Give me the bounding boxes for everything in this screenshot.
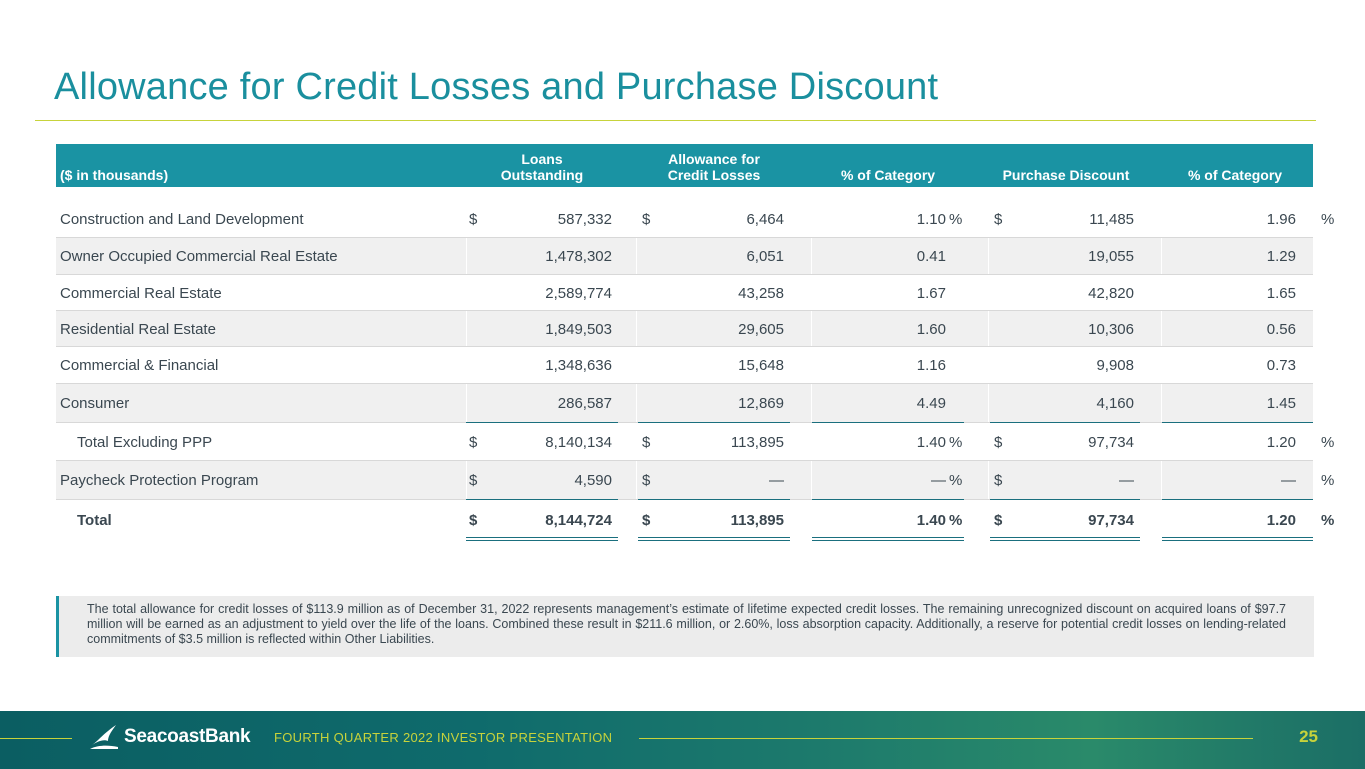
total-double-underline xyxy=(1162,537,1313,541)
header-loans-line2: Outstanding xyxy=(500,167,584,183)
ppp-underline xyxy=(1162,499,1313,500)
allowance-value: 15,648 xyxy=(738,357,784,374)
subtotal-underline xyxy=(990,422,1140,423)
column-separator xyxy=(636,461,637,500)
column-separator xyxy=(1161,275,1162,311)
loans-outstanding: 8,140,134 xyxy=(545,433,612,451)
allowance-value: 43,258 xyxy=(738,284,784,302)
table-row xyxy=(56,347,1313,384)
column-separator xyxy=(466,500,467,540)
row-label: Owner Occupied Commercial Real Estate xyxy=(60,248,338,265)
footer-bar xyxy=(0,711,1365,769)
header-loans xyxy=(468,151,616,183)
column-separator xyxy=(1161,200,1162,238)
currency-symbol: $ xyxy=(469,472,478,489)
column-separator xyxy=(636,275,637,311)
loans-outstanding: 2,589,774 xyxy=(545,284,612,302)
table-row xyxy=(56,275,1313,311)
pct-category-2: 1.65 xyxy=(1266,284,1296,302)
column-separator xyxy=(466,384,467,423)
column-separator xyxy=(811,461,812,500)
currency-symbol: $ xyxy=(469,433,478,451)
currency-symbol: $ xyxy=(994,511,1003,529)
table-row xyxy=(56,423,1335,461)
ppp-underline xyxy=(638,499,790,500)
pct-category-1: — xyxy=(931,472,946,489)
subtotal-underline xyxy=(812,422,964,423)
loans-outstanding: 4,590 xyxy=(574,472,612,489)
row-label: Commercial Real Estate xyxy=(60,284,222,302)
total-double-underline xyxy=(990,537,1140,541)
loans-outstanding: 286,587 xyxy=(557,395,612,412)
column-separator xyxy=(811,275,812,311)
currency-symbol: $ xyxy=(642,433,651,451)
loans-outstanding: 8,144,724 xyxy=(545,511,612,529)
table-row xyxy=(56,384,1313,423)
column-separator xyxy=(988,311,989,347)
ppp-underline xyxy=(812,499,964,500)
total-double-underline xyxy=(638,537,790,541)
column-separator xyxy=(988,200,989,238)
table-row xyxy=(56,500,1335,540)
column-separator xyxy=(636,238,637,275)
allowance-value: 6,051 xyxy=(746,248,784,265)
allowance-value: 29,605 xyxy=(738,320,784,338)
column-separator xyxy=(988,275,989,311)
column-separator xyxy=(1161,461,1162,500)
subtotal-underline xyxy=(466,422,618,423)
column-separator xyxy=(811,238,812,275)
column-separator xyxy=(466,238,467,275)
loans-outstanding: 1,478,302 xyxy=(545,248,612,265)
pct-category-2: 1.45 xyxy=(1266,395,1296,412)
column-separator xyxy=(988,347,989,384)
column-separator xyxy=(636,500,637,540)
pct-category-1: 1.16 xyxy=(916,357,946,374)
percent-symbol: % xyxy=(949,210,963,228)
ppp-underline xyxy=(466,499,618,500)
column-separator xyxy=(811,384,812,423)
percent-symbol: % xyxy=(1321,210,1335,228)
purchase-discount-value: 97,734 xyxy=(1088,511,1134,529)
table-row xyxy=(56,311,1313,347)
pct-category-2: 1.20 xyxy=(1266,511,1296,529)
percent-symbol: % xyxy=(949,511,963,529)
pct-category-1: 1.60 xyxy=(916,320,946,338)
column-separator xyxy=(466,200,467,238)
header-allowance-line2: Credit Losses xyxy=(667,167,761,183)
column-separator xyxy=(466,423,467,461)
percent-symbol: % xyxy=(1321,472,1335,489)
row-label: Total Excluding PPP xyxy=(77,433,213,451)
table-row xyxy=(56,200,1335,238)
pct-category-1: 1.10 xyxy=(916,210,946,228)
page-title: Allowance for Credit Losses and Purchase Discount xyxy=(54,66,939,108)
footer-rule-left xyxy=(0,738,72,739)
column-separator xyxy=(636,423,637,461)
pct-category-2: 1.20 xyxy=(1266,433,1296,451)
allowance-value: 12,869 xyxy=(738,395,784,412)
currency-symbol: $ xyxy=(994,472,1003,489)
page-number: 25 xyxy=(1299,727,1318,746)
row-label: Total xyxy=(77,511,112,529)
row-label: Residential Real Estate xyxy=(60,320,216,338)
percent-symbol: % xyxy=(949,472,963,489)
column-separator xyxy=(811,423,812,461)
column-separator xyxy=(466,347,467,384)
column-separator xyxy=(1161,500,1162,540)
purchase-discount-value: 97,734 xyxy=(1088,433,1134,451)
allowance-value: 6,464 xyxy=(746,210,784,228)
pct-category-1: 1.40 xyxy=(916,511,946,529)
wave-icon xyxy=(90,723,120,751)
pct-category-2: 0.56 xyxy=(1266,320,1296,338)
header-pct-category-1: % of Category xyxy=(840,167,936,183)
total-double-underline xyxy=(812,537,964,541)
pct-category-1: 1.40 xyxy=(916,433,946,451)
pct-category-2: 1.29 xyxy=(1266,248,1296,265)
purchase-discount-value: 10,306 xyxy=(1088,320,1134,338)
loans-outstanding: 1,849,503 xyxy=(545,320,612,338)
column-separator xyxy=(988,423,989,461)
title-divider xyxy=(35,120,1316,121)
header-units: ($ in thousands) xyxy=(60,167,169,183)
footnote-box: The total allowance for credit losses of $113.9 million as of December 31, 2022 represents management’s estimate of lifetime expected credit losses. The remaining unrecognized discount on acquired loans of $97.7 million will be earned as an adjustment to yield over the life of the loans. Combined these result in $211.6 million, or 2.60%, loss absorption capacity. Additionally, a reserve for potential credit losses on lending-related commitments of $3.5 million is reflected within Other Liabilities. xyxy=(56,596,1314,657)
purchase-discount-value: 9,908 xyxy=(1096,357,1134,374)
column-separator xyxy=(1161,423,1162,461)
table-row xyxy=(56,238,1313,275)
column-separator xyxy=(988,461,989,500)
purchase-discount-value: 19,055 xyxy=(1088,248,1134,265)
row-label: Paycheck Protection Program xyxy=(60,472,259,489)
subtotal-underline xyxy=(638,422,790,423)
column-separator xyxy=(636,200,637,238)
percent-symbol: % xyxy=(949,433,963,451)
logo-text: SeacoastBank xyxy=(124,726,251,747)
currency-symbol: $ xyxy=(642,472,651,489)
purchase-discount-value: — xyxy=(1119,472,1134,489)
column-separator xyxy=(1161,238,1162,275)
table-row xyxy=(56,461,1335,500)
header-allowance xyxy=(638,151,790,183)
header-allowance-line1: Allowance for xyxy=(668,151,760,167)
pct-category-1: 1.67 xyxy=(916,284,946,302)
subtotal-underline xyxy=(1162,422,1313,423)
pct-category-1: 0.41 xyxy=(916,248,946,265)
purchase-discount-value: 11,485 xyxy=(1089,210,1134,228)
currency-symbol: $ xyxy=(642,511,651,529)
header-loans-line1: Loans xyxy=(521,151,563,167)
column-separator xyxy=(988,238,989,275)
column-separator xyxy=(988,384,989,423)
percent-symbol: % xyxy=(1321,511,1335,529)
column-separator xyxy=(988,500,989,540)
allowance-value: 113,895 xyxy=(730,433,784,451)
column-separator xyxy=(811,200,812,238)
column-separator xyxy=(811,347,812,384)
currency-symbol: $ xyxy=(469,210,478,228)
column-separator xyxy=(1161,311,1162,347)
pct-category-2: 1.96 xyxy=(1266,210,1296,228)
loans-outstanding: 587,332 xyxy=(557,210,612,228)
currency-symbol: $ xyxy=(994,210,1003,228)
row-label: Construction and Land Development xyxy=(60,210,304,228)
pct-category-2: 0.73 xyxy=(1266,357,1296,374)
total-double-underline xyxy=(466,537,618,541)
purchase-discount-value: 42,820 xyxy=(1088,284,1134,302)
column-separator xyxy=(466,311,467,347)
percent-symbol: % xyxy=(1321,433,1335,451)
row-label: Consumer xyxy=(60,395,130,412)
column-separator xyxy=(1161,347,1162,384)
column-separator xyxy=(466,275,467,311)
allowance-value: 113,895 xyxy=(730,511,784,529)
column-separator xyxy=(1161,384,1162,423)
header-pct-category-2: % of Category xyxy=(1187,167,1283,183)
purchase-discount-value: 4,160 xyxy=(1096,395,1134,412)
currency-symbol: $ xyxy=(642,210,651,228)
seacoast-logo xyxy=(90,723,250,751)
ppp-underline xyxy=(990,499,1140,500)
currency-symbol: $ xyxy=(469,511,478,529)
row-label: Commercial & Financial xyxy=(60,357,219,374)
table-header xyxy=(56,144,1313,187)
loans-outstanding: 1,348,636 xyxy=(545,357,612,374)
footer-rule-right xyxy=(639,738,1253,739)
allowance-value: — xyxy=(769,472,784,489)
pct-category-1: 4.49 xyxy=(916,395,946,412)
pct-category-2: — xyxy=(1281,472,1296,489)
column-separator xyxy=(811,311,812,347)
column-separator xyxy=(636,347,637,384)
column-separator xyxy=(811,500,812,540)
currency-symbol: $ xyxy=(994,433,1003,451)
header-purchase-discount: Purchase Discount xyxy=(1002,167,1130,183)
deck-title: FOURTH QUARTER 2022 INVESTOR PRESENTATION xyxy=(274,730,613,745)
column-separator xyxy=(636,311,637,347)
column-separator xyxy=(466,461,467,500)
column-separator xyxy=(636,384,637,423)
